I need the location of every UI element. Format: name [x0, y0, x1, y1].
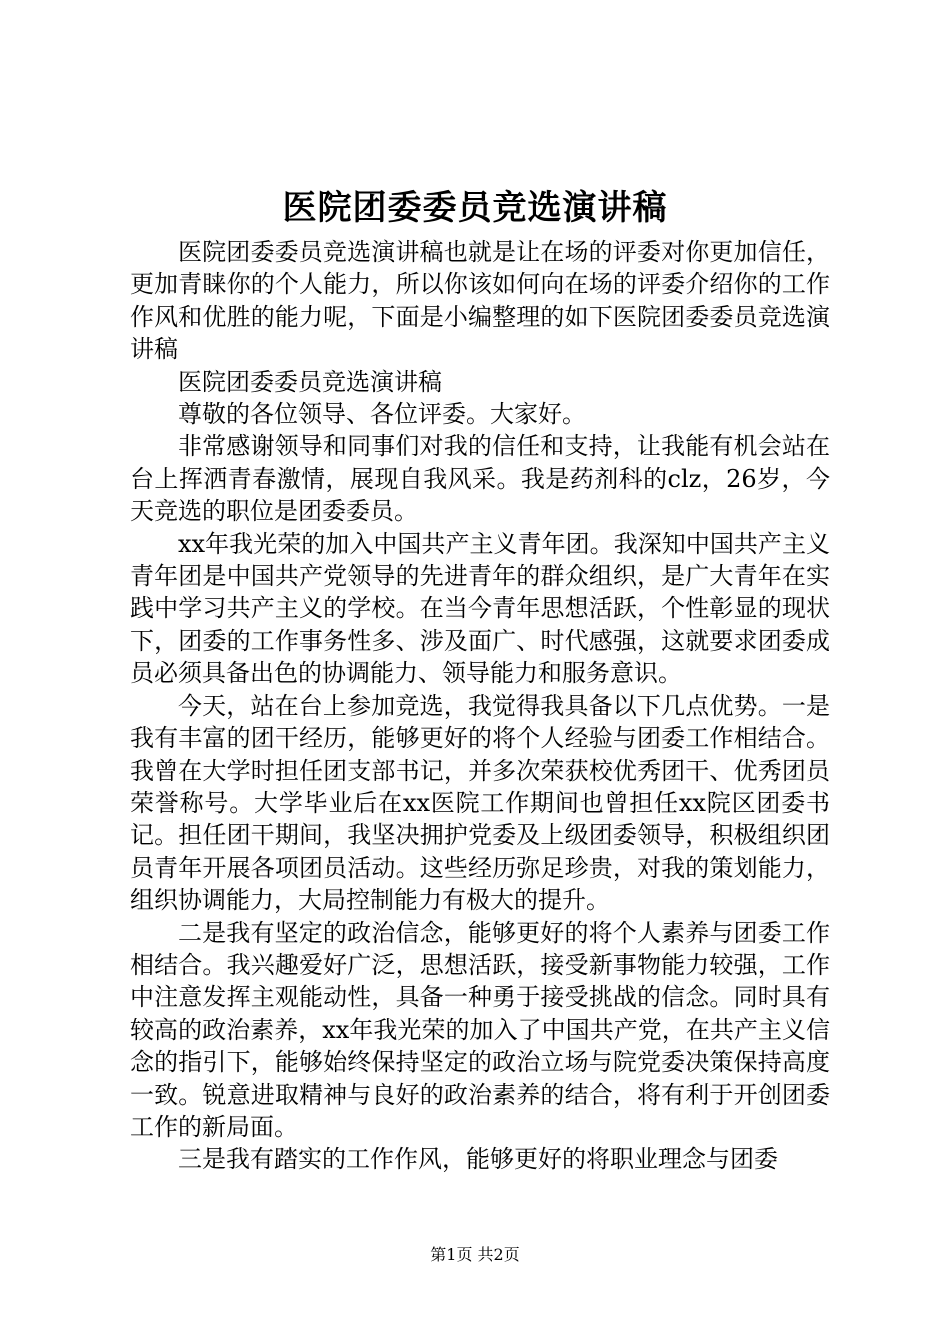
document-body [130, 236, 830, 1176]
paragraph-league-membership: xx年我光荣的加入中国共产主义青年团。我深知中国共产主义青年团是中国共产党领导的先进青年的群众组织，是广大青年在实践中学习共产主义的学校。在当今青年思想活跃，个性彰显的现状下，团委的工作事务性多、涉及面广、时代感强，这就要求团委成员必须具备出色的协调能力、领导能力和服务意识。 [130, 529, 830, 688]
paragraph-greeting: 尊敬的各位领导、各位评委。大家好。 [178, 400, 586, 429]
paragraph-intro: 医院团委委员竞选演讲稿也就是让在场的评委对你更加信任，更加青睐你的个人能力，所以你该如何向在场的评委介绍你的工作作风和优胜的能力呢，下面是小编整理的如下医院团委委员竞选演讲稿 [130, 238, 830, 364]
paragraph-subtitle: 医院团委委员竞选演讲稿 [178, 367, 442, 396]
paragraph-advantage-two: 二是我有坚定的政治信念，能够更好的将个人素养与团委工作相结合。我兴趣爱好广泛，思想活跃，接受新事物能力较强，工作中注意发挥主观能动性，具备一种勇于接受挑战的信念。同时具有较高的政治素养，xx年我光荣的加入了中国共产党，在共产主义信念的指引下，能够始终保持坚定的政治立场与院党委决策保持高度一致。锐意进取精神与良好的政治素养的结合，将有利于开创团委工作的新局面。 [130, 918, 830, 1141]
paragraph-advantage-three: 三是我有踏实的工作作风，能够更好的将职业理念与团委 [178, 1145, 778, 1174]
page-number-footer: 第1页 共2页 [430, 1245, 520, 1264]
paragraph-advantage-one: 今天，站在台上参加竞选，我觉得我具备以下几点优势。一是我有丰富的团干经历，能够更好的将个人经验与团委工作相结合。我曾在大学时担任团支部书记，并多次荣获校优秀团干、优秀团员荣誉称号。大学毕业后在xx医院工作期间也曾担任xx院区团委书记。担任团干期间，我坚决拥护党委及上级团委领导，积极组织团员青年开展各项团员活动。这些经历弥足珍贵，对我的策划能力，组织协调能力，大局控制能力有极大的提升。 [130, 691, 830, 915]
paragraph-self-introduction: 非常感谢领导和同事们对我的信任和支持，让我能有机会站在台上挥洒青春激情，展现自我风采。我是药剂科的clz，26岁，今天竞选的职位是团委委员。 [130, 432, 830, 526]
document-title: 医院团委委员竞选演讲稿 [282, 188, 668, 228]
